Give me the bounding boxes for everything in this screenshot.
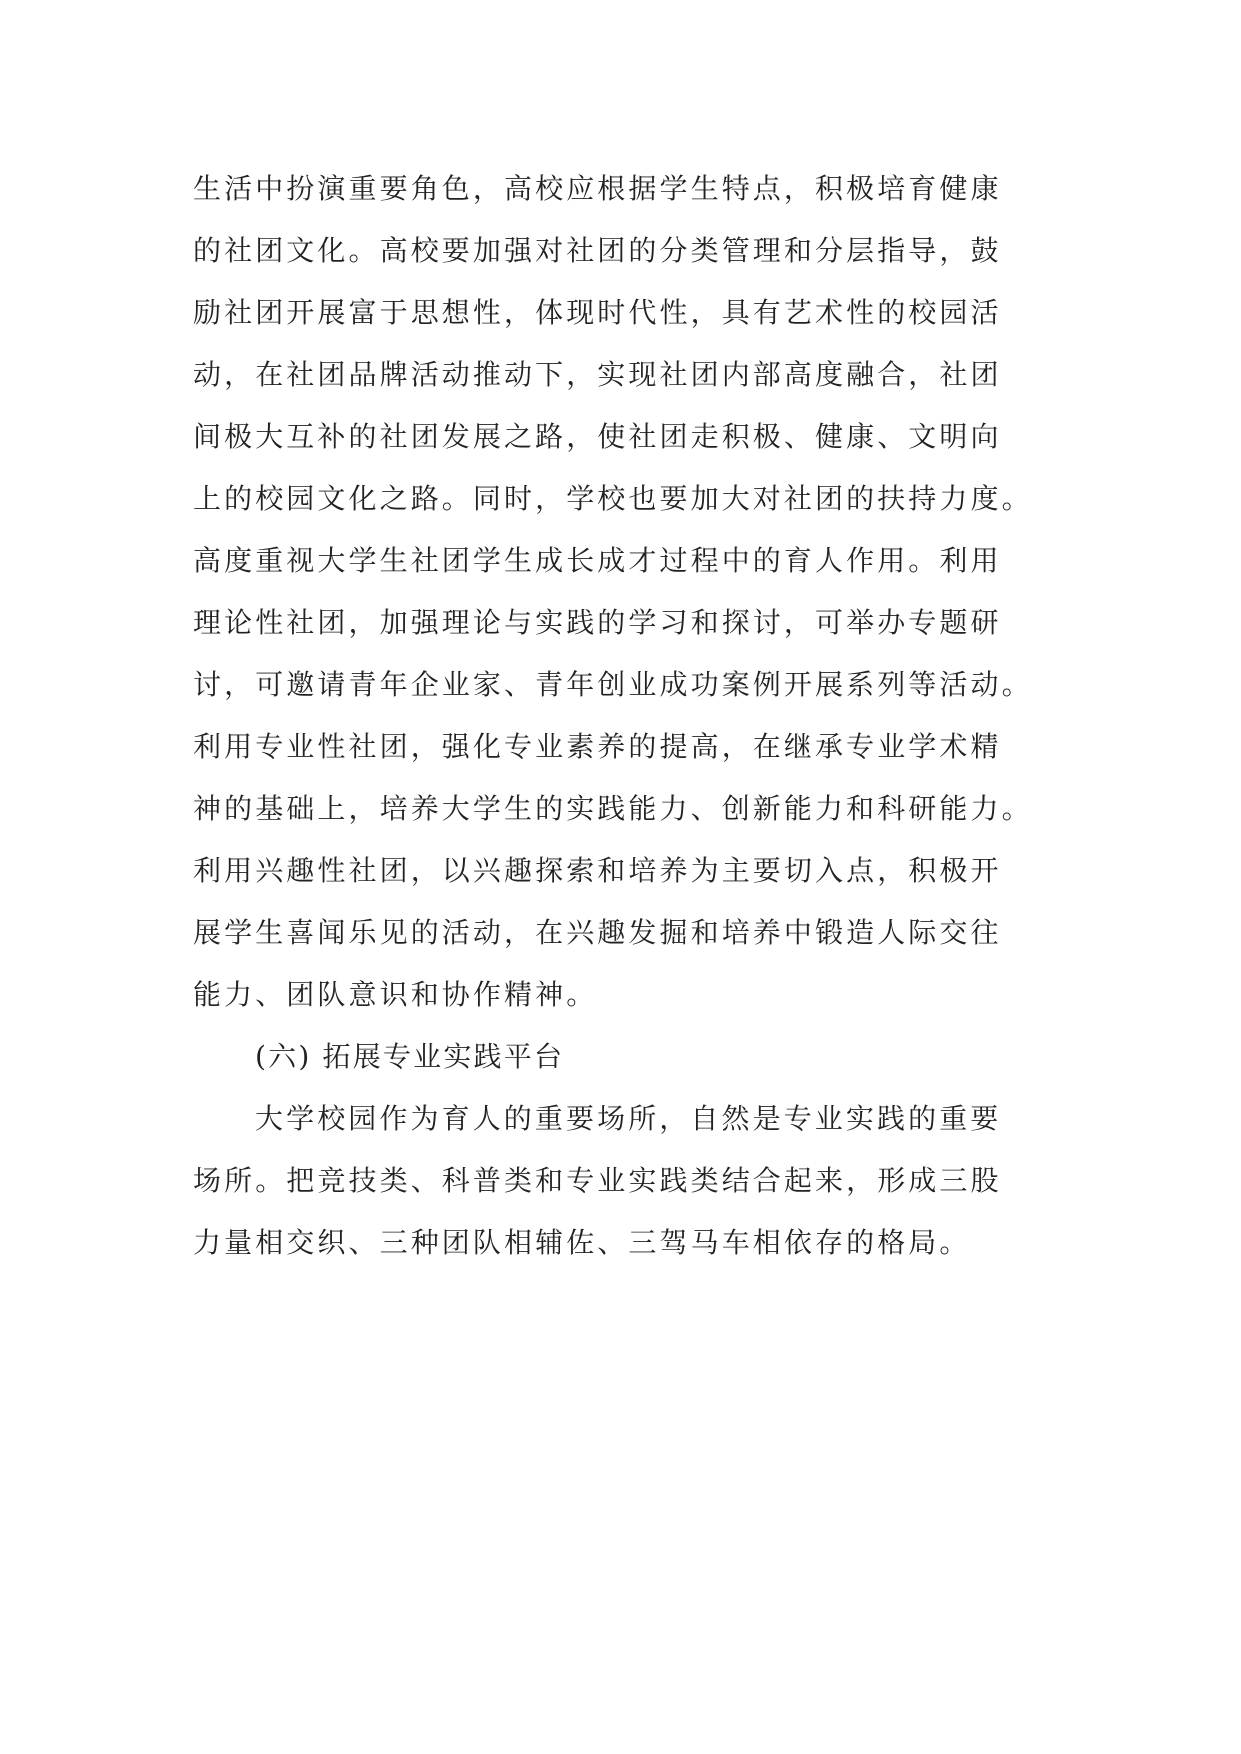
text-line: 讨，可邀请青年企业家、青年创业成功案例开展系列等活动。	[193, 668, 1033, 701]
document-body	[193, 158, 1053, 1274]
text-line: 高度重视大学生社团学生成长成才过程中的育人作用。利用	[193, 544, 1002, 577]
text-line: 能力、团队意识和协作精神。	[193, 978, 598, 1011]
text-line: 利用专业性社团，强化专业素养的提高，在继承专业学术精	[193, 730, 1002, 763]
section-heading: (六) 拓展专业实践平台	[255, 1040, 565, 1073]
text-line: 场所。把竞技类、科普类和专业实践类结合起来，形成三股	[193, 1164, 1002, 1197]
text-line: 展学生喜闻乐见的活动，在兴趣发掘和培养中锻造人际交往	[193, 916, 1002, 949]
text-line: 神的基础上，培养大学生的实践能力、创新能力和科研能力。	[193, 792, 1033, 825]
text-line: 上的校园文化之路。同时，学校也要加大对社团的扶持力度。	[193, 482, 1033, 515]
text-line: 的社团文化。高校要加强对社团的分类管理和分层指导，鼓	[193, 234, 1002, 267]
text-line: 励社团开展富于思想性，体现时代性，具有艺术性的校园活	[193, 296, 1002, 329]
text-line: 大学校园作为育人的重要场所，自然是专业实践的重要	[255, 1102, 1002, 1135]
text-line: 间极大互补的社团发展之路，使社团走积极、健康、文明向	[193, 420, 1002, 453]
text-line: 生活中扮演重要角色，高校应根据学生特点，积极培育健康	[193, 172, 1002, 205]
text-line: 力量相交织、三种团队相辅佐、三驾马车相依存的格局。	[193, 1226, 971, 1259]
text-line: 动，在社团品牌活动推动下，实现社团内部高度融合，社团	[193, 358, 1002, 391]
text-line: 利用兴趣性社团，以兴趣探索和培养为主要切入点，积极开	[193, 854, 1002, 887]
text-line: 理论性社团，加强理论与实践的学习和探讨，可举办专题研	[193, 606, 1002, 639]
